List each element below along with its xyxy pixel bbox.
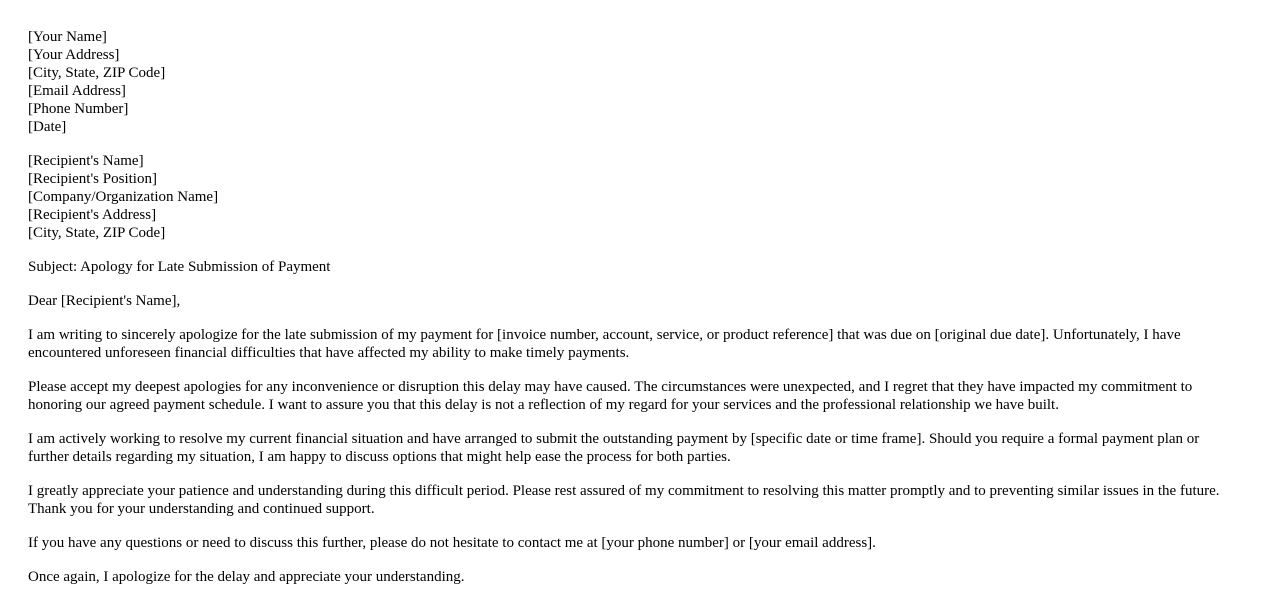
letter-document: [28, 28, 1238, 602]
subject-line: Subject: Apology for Late Submission of Payment: [28, 259, 331, 275]
sender-city-state-zip: [City, State, ZIP Code]: [28, 65, 166, 81]
body-paragraph: If you have any questions or need to discuss this further, please do not hesitate to contact me at [your phone number] or [your email address].: [28, 535, 876, 551]
body-paragraph: I am writing to sincerely apologize for the late submission of my payment for [invoice number, account, service, or product reference] that was due on [original due date]. Unfortunately, I have encountered unforeseen financial difficulties that have affected my ability to make timely payments.: [28, 327, 1181, 361]
recipient-city-state-zip: [City, State, ZIP Code]: [28, 225, 166, 241]
closing-paragraph: Once again, I apologize for the delay and appreciate your understanding.: [28, 569, 465, 585]
body-paragraph: Please accept my deepest apologies for any inconvenience or disruption this delay may have caused. The circumstances were unexpected, and I regret that they have impacted my commitment to honoring our agreed payment schedule. I want to assure you that this delay is not a reflection of my regard for your services and the professional relationship we have built.: [28, 379, 1193, 413]
sender-block: [28, 28, 1238, 136]
sender-phone: [Phone Number]: [28, 101, 129, 117]
recipient-name: [Recipient's Name]: [28, 153, 144, 169]
sender-address: [Your Address]: [28, 47, 120, 63]
body-paragraph: I greatly appreciate your patience and understanding during this difficult period. Please rest assured of my commitment to resolving this matter promptly and to preventing similar issues in the future. Thank you for your understanding and continued support.: [28, 483, 1220, 517]
body-paragraph: I am actively working to resolve my current financial situation and have arranged to submit the outstanding payment by [specific date or time frame]. Should you require a formal payment plan or further details regarding my situation, I am happy to discuss options that might help ease the process for both parties.: [28, 431, 1200, 465]
recipient-block: [28, 152, 1238, 242]
salutation: Dear [Recipient's Name],: [28, 293, 181, 309]
sender-email: [Email Address]: [28, 83, 126, 99]
letter-date: [Date]: [28, 119, 67, 135]
recipient-address: [Recipient's Address]: [28, 207, 157, 223]
recipient-position: [Recipient's Position]: [28, 171, 157, 187]
sender-name: [Your Name]: [28, 29, 107, 45]
recipient-company: [Company/Organization Name]: [28, 189, 219, 205]
